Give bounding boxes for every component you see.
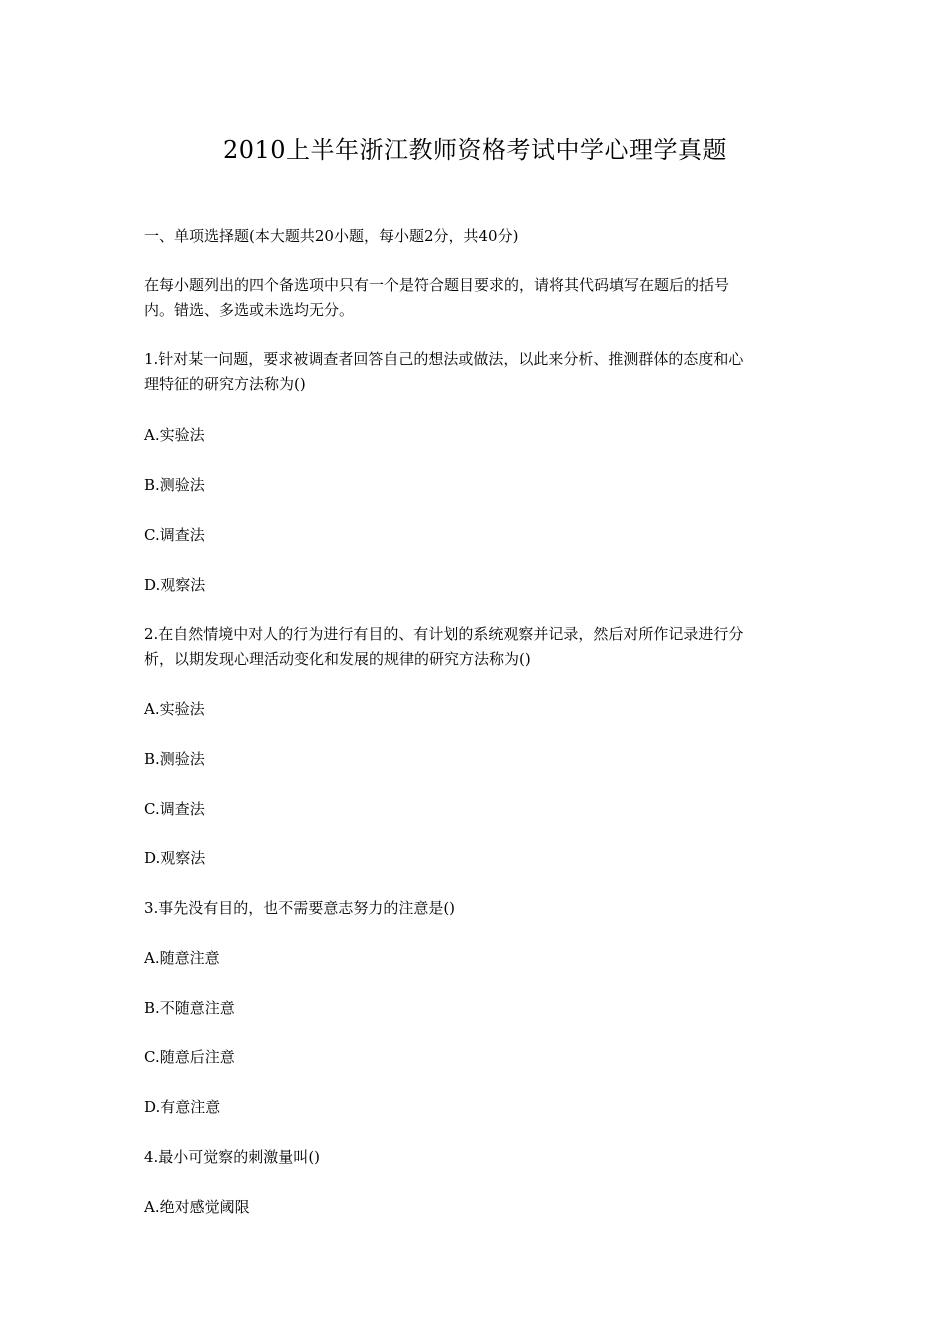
- question-2-option-a: A.实验法: [144, 700, 205, 718]
- question-stem-line: 1.针对某一问题，要求被调查者回答自己的想法或做法，以此来分析、推测群体的态度和心: [144, 350, 744, 368]
- question-3-option-d: D.有意注意: [144, 1098, 221, 1116]
- question-2-option-b: B.测验法: [144, 750, 205, 768]
- section-heading: 一、单项选择题(本大题共20小题，每小题2分，共40分): [144, 227, 519, 245]
- question-stem-line: 2.在自然情境中对人的行为进行有目的、有计划的系统观察并记录，然后对所作记录进行分: [144, 625, 744, 643]
- question-1-option-d: D.观察法: [144, 576, 206, 594]
- instructions-paragraph: [144, 273, 814, 323]
- question-3-option-b: B.不随意注意: [144, 999, 235, 1017]
- question-3-stem: 3.事先没有目的，也不需要意志努力的注意是(): [144, 899, 456, 917]
- question-1-option-c: C.调查法: [144, 526, 205, 544]
- question-1-option-b: B.测验法: [144, 476, 205, 494]
- question-1-stem: [144, 347, 814, 397]
- question-3-option-c: C.随意后注意: [144, 1048, 235, 1066]
- question-stem-line: 析，以期发现心理活动变化和发展的规律的研究方法称为(): [144, 650, 531, 668]
- question-2-stem: [144, 622, 814, 672]
- question-stem-line: 理特征的研究方法称为(): [144, 375, 306, 393]
- question-2-option-d: D.观察法: [144, 849, 206, 867]
- instructions-line: 内。错选、多选或未选均无分。: [144, 301, 355, 319]
- question-4-option-a: A.绝对感觉阈限: [144, 1198, 250, 1216]
- instructions-line: 在每小题列出的四个备选项中只有一个是符合题目要求的，请将其代码填写在题后的括号: [144, 276, 730, 294]
- document-title: 2010上半年浙江教师资格考试中学心理学真题: [222, 136, 728, 164]
- question-1-option-a: A.实验法: [144, 426, 205, 444]
- question-4-stem: 4.最小可觉察的刺激量叫(): [144, 1148, 321, 1166]
- question-2-option-c: C.调查法: [144, 800, 205, 818]
- question-3-option-a: A.随意注意: [144, 949, 220, 967]
